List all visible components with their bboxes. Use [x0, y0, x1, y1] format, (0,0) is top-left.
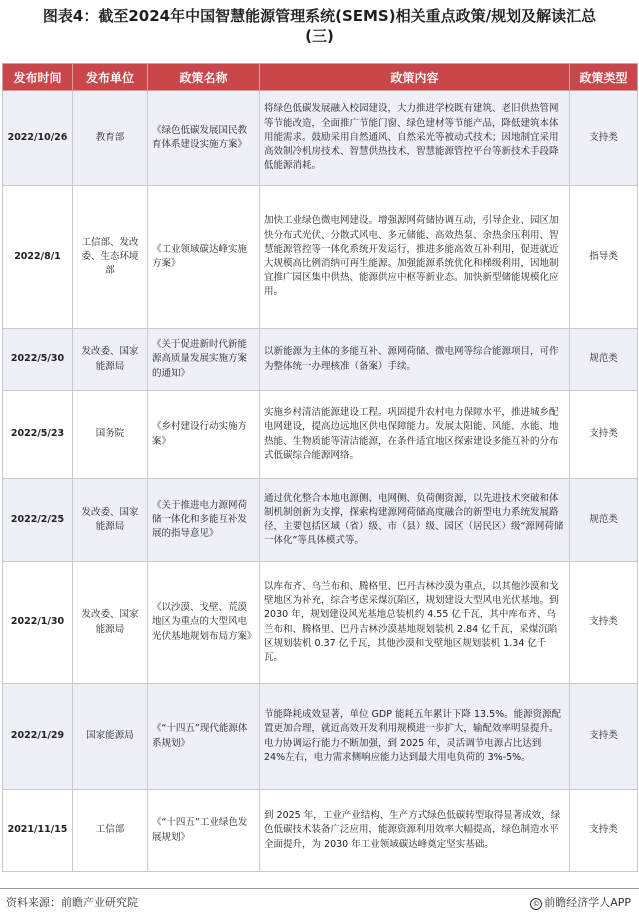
cell-date: 2022/10/26	[3, 91, 73, 186]
header-date: 发布时间	[3, 64, 73, 91]
cell-date: 2021/11/15	[3, 790, 73, 872]
cell-unit: 工信部、发改委、生态环境部	[73, 186, 148, 329]
page-title	[0, 6, 639, 46]
table-row	[3, 479, 638, 562]
cell-date: 2022/5/30	[3, 329, 73, 391]
header-content: 政策内容	[260, 64, 570, 91]
table-row	[3, 329, 638, 391]
title-line-1: 图表4：截至2024年中国智慧能源管理系统(SEMS)相关重点政策/规划及解读汇总	[42, 7, 597, 25]
cell-name: 《绿色低碳发展国民教育体系建设实施方案》	[148, 91, 260, 186]
footer	[0, 888, 639, 920]
cell-content: 以新能源为主体的多能互补、源网荷储、微电网等综合能源项目，可作为整体统一办理核准（备案）手续。	[260, 329, 570, 391]
cell-content: 实施乡村清洁能源建设工程。巩固提升农村电力保障水平，推进城乡配电网建设，提高边远地区供电保障能力。发展太阳能、风能、水能、地热能、生物质能等清洁能源，在条件适宜地区探索建设多能互补的分布式低碳综合能源网络。	[260, 391, 570, 479]
cell-unit: 发改委、国家能源局	[73, 479, 148, 562]
table-row	[3, 186, 638, 329]
cell-name: 《工业领域碳达峰实施方案》	[148, 186, 260, 329]
header-type: 政策类型	[570, 64, 638, 91]
cell-type: 规范类	[570, 329, 638, 391]
cell-unit: 发改委、国家能源局	[73, 562, 148, 684]
table-header-row	[3, 64, 638, 91]
cell-type: 支持类	[570, 562, 638, 684]
cell-type: 规范类	[570, 479, 638, 562]
table-row	[3, 391, 638, 479]
cell-content: 到 2025 年，工业产业结构、生产方式绿色低碳转型取得显著成效，绿色低碳技术装备广泛应用，能源资源利用效率大幅提高，绿色制造水平全面提升，为 2030 年工业领域碳达峰奠定坚实基础。	[260, 790, 570, 872]
cell-unit: 国务院	[73, 391, 148, 479]
table-row	[3, 91, 638, 186]
policy-table	[2, 63, 638, 872]
cell-unit: 发改委、国家能源局	[73, 329, 148, 391]
cell-name: 《以沙漠、戈壁、荒漠地区为重点的大型风电光伏基地规划布局方案》	[148, 562, 260, 684]
cell-name: 《“十四五”现代能源体系规划》	[148, 684, 260, 790]
cell-type: 支持类	[570, 790, 638, 872]
cell-name: 《乡村建设行动实施方案》	[148, 391, 260, 479]
header-unit: 发布单位	[73, 64, 148, 91]
cell-date: 2022/5/23	[3, 391, 73, 479]
title-line-2: (三)	[305, 27, 334, 45]
cell-date: 2022/8/1	[3, 186, 73, 329]
cell-name: 《“十四五”工业绿色发展规划》	[148, 790, 260, 872]
cell-type: 指导类	[570, 186, 638, 329]
cell-content: 加快工业绿色微电网建设。增强源网荷储协调互动，引导企业、园区加快分布式光伏、分散式风电、多元储能、高效热泵、余热余压利用、智慧能源管控等一体化系统开发运行，推进多能高效互补利用，促进就近大规模高比例消纳可再生能源。加强能源系统优化和梯级利用，因地制宜推广园区集中供热、能源供应中枢等新业态。加快新型储能规模化应用。	[260, 186, 570, 329]
cell-date: 2022/2/25	[3, 479, 73, 562]
cell-type: 支持类	[570, 391, 638, 479]
cell-name: 《关于推进电力源网荷储一体化和多能互补发展的指导意见》	[148, 479, 260, 562]
cell-type: 支持类	[570, 684, 638, 790]
table-row	[3, 684, 638, 790]
cell-unit: 工信部	[73, 790, 148, 872]
cell-content: 以库布齐、乌兰布和、腾格里、巴丹吉林沙漠为重点，以其他沙漠和戈壁地区为补充，综合考虑采煤沉陷区，规划建设大型风电光伏基地。到 2030 年，规划建设风光基地总装机约 4.55 亿千瓦，其中库布齐、乌兰布和、腾格里、巴丹吉林沙漠基地规划装机 2.84 亿千瓦，采煤沉陷区规划装机 0.37 亿千瓦，其他沙漠和戈壁地区规划装机 1.34 亿千瓦。	[260, 562, 570, 684]
copyright-circle-icon: ©	[530, 898, 542, 910]
cell-date: 2022/1/30	[3, 562, 73, 684]
table-row	[3, 562, 638, 684]
cell-content: 将绿色低碳发展融入校园建设，大力推进学校既有建筑、老旧供热管网等节能改造，全面推广节能门窗、绿色建材等节能产品，降低建筑本体用能需求。鼓励采用自然通风、自然采光等被动式技术；因地制宜采用高效制冷机房技术、智慧供热技术，智慧能源管控平台等新技术手段降低能源消耗。	[260, 91, 570, 186]
header-name: 政策名称	[148, 64, 260, 91]
cell-type: 支持类	[570, 91, 638, 186]
cell-content: 节能降耗成效显著，单位 GDP 能耗五年累计下降 13.5%。能源资源配置更加合理，就近高效开发利用规模进一步扩大，输配效率明显提升。电力协调运行能力不断加强，到 2025 年，灵活调节电源占比达到 24%左右，电力需求侧响应能力达到最大用电负荷的 3%-5%。	[260, 684, 570, 790]
cell-unit: 国家能源局	[73, 684, 148, 790]
cell-unit: 教育部	[73, 91, 148, 186]
brand-label: 前瞻经济学人APP	[544, 896, 631, 909]
cell-date: 2022/1/29	[3, 684, 73, 790]
table-row	[3, 790, 638, 872]
source-note: 资料来源：前瞻产业研究院	[6, 896, 138, 909]
cell-name: 《关于促进新时代新能源高质量发展实施方案的通知》	[148, 329, 260, 391]
brand-credit	[530, 894, 631, 910]
cell-content: 通过优化整合本地电源侧、电网侧、负荷侧资源，以先进技术突破和体制机制创新为支撑，探索构建源网荷储高度融合的新型电力系统发展路径，主要包括区域（省）级、市（县）级、园区（居民区）级“源网荷储一体化”等具体模式等。	[260, 479, 570, 562]
